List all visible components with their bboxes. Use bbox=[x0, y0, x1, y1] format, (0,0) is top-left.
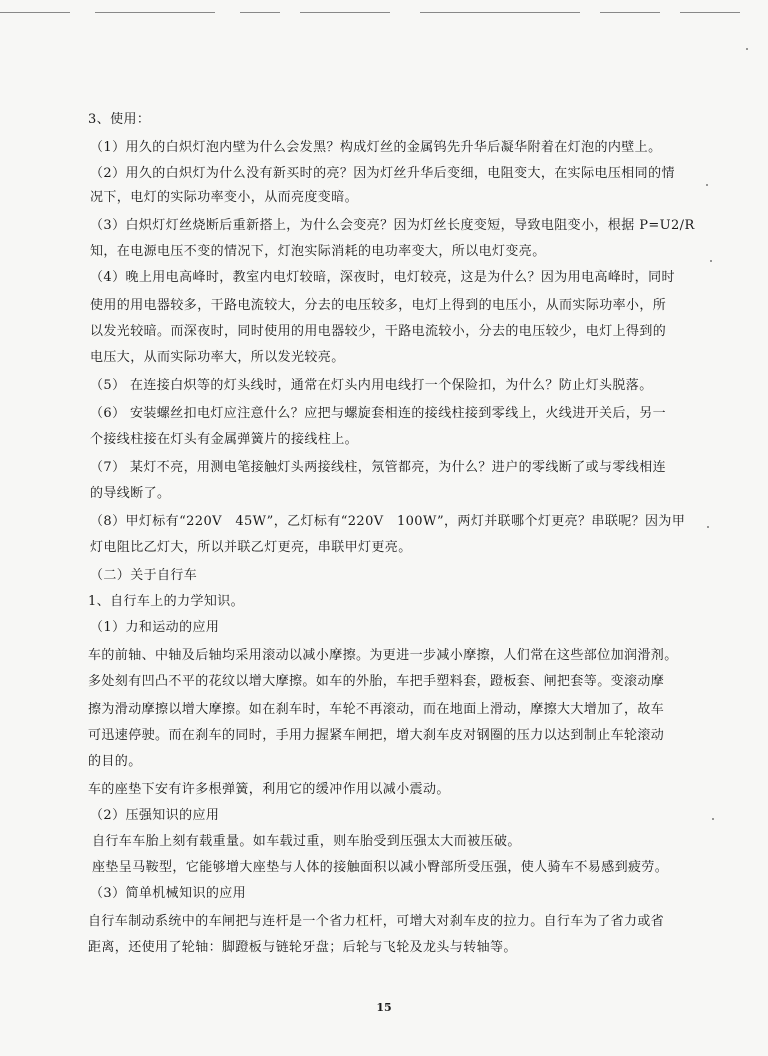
paragraph-line: （6） 安装螺丝扣电灯应注意什么？应把与螺旋套相连的接线柱接到零线上，火线进开关后，另一 bbox=[90, 406, 667, 421]
page-number: 15 bbox=[376, 1001, 392, 1014]
paragraph-line: （8）甲灯标有“220V 45W”，乙灯标有“220V 100W”，两灯并联哪个灯更亮？串联呢？因为甲 bbox=[90, 514, 686, 529]
section-heading: 1、自行车上的力学知识。 bbox=[88, 594, 245, 609]
paragraph-line: 自行车车胎上刻有载重量。如车载过重，则车胎受到压强太大而被压破。 bbox=[92, 834, 521, 849]
paragraph-line: 况下，电灯的实际功率变小，从而亮度变暗。 bbox=[90, 190, 359, 205]
paragraph-line: （5） 在连接白炽等的灯头线时，通常在灯头内用电线打一个保险扣，为什么？防止灯头脱落。 bbox=[90, 378, 653, 393]
section-heading: 3、使用： bbox=[88, 112, 151, 127]
paragraph-line: 以发光较暗。而深夜时，同时使用的用电器较少，干路电流较小，分去的电压较少，电灯上得到的 bbox=[90, 324, 667, 339]
paragraph-line: 的目的。 bbox=[88, 754, 142, 769]
subsection-heading: （3）简单机械知识的应用 bbox=[90, 886, 247, 901]
section-heading: （二）关于自行车 bbox=[90, 568, 198, 583]
paragraph-line: 的导线断了。 bbox=[90, 486, 171, 501]
scan-speck bbox=[707, 526, 709, 528]
paragraph-line: （4）晚上用电高峰时，教室内电灯较暗，深夜时，电灯较亮，这是为什么？因为用电高峰时，同时 bbox=[90, 270, 675, 285]
paragraph-line: 车的前轴、中轴及后轴均采用滚动以减小摩擦。为更进一步减小摩擦，人们常在这些部位加润滑剂。 bbox=[88, 648, 678, 663]
scan-speck bbox=[706, 184, 708, 186]
paragraph-line: 车的座垫下安有许多根弹簧，利用它的缓冲作用以减小震动。 bbox=[88, 782, 450, 797]
scan-edge bbox=[0, 6, 768, 20]
paragraph-line: 座垫呈马鞍型，它能够增大座垫与人体的接触面积以减小臀部所受压强，使人骑车不易感到疲劳。 bbox=[92, 860, 669, 875]
paragraph-line: 使用的用电器较多，干路电流较大，分去的电压较多，电灯上得到的电压小，从而实际功率小，所 bbox=[90, 298, 667, 313]
paragraph-line: 自行车制动系统中的车闸把与连杆是一个省力杠杆，可增大对刹车皮的拉力。自行车为了省力或省 bbox=[88, 914, 665, 929]
paragraph-line: （3）白炽灯灯丝烧断后重新搭上，为什么会变亮？因为灯丝长度变短，导致电阻变小，根据 P=U2/R bbox=[90, 218, 695, 233]
paragraph-line: 可迅速停驶。而在刹车的同时，手用力握紧车闸把，增大刹车皮对钢圈的压力以达到制止车轮滚动 bbox=[88, 728, 665, 743]
paragraph-line: （7） 某灯不亮，用测电笔接触灯头两接线柱，氖管都亮，为什么？进户的零线断了或与零线相连 bbox=[90, 460, 667, 475]
paragraph-line: 距离，还使用了轮轴：脚蹬板与链轮牙盘；后轮与飞轮及龙头与转轴等。 bbox=[88, 940, 517, 955]
subsection-heading: （1）力和运动的应用 bbox=[90, 620, 220, 635]
subsection-heading: （2）压强知识的应用 bbox=[90, 808, 220, 823]
scan-speck bbox=[746, 48, 748, 50]
paragraph-line: 多处刻有凹凸不平的花纹以增大摩擦。如车的外胎，车把手塑料套，蹬板套、闸把套等。变滚动摩 bbox=[88, 674, 665, 689]
paragraph-line: 擦为滑动摩擦以增大摩擦。如在刹车时，车轮不再滚动，而在地面上滑动，摩擦大大增加了，故车 bbox=[88, 702, 665, 717]
paragraph-line: （2）用久的白炽灯为什么没有新买时的亮？因为灯丝升华后变细，电阻变大，在实际电压相同的情 bbox=[90, 166, 675, 181]
scan-speck bbox=[710, 260, 712, 262]
scan-speck bbox=[712, 818, 714, 820]
paragraph-line: 个接线柱接在灯头有金属弹簧片的接线柱上。 bbox=[90, 432, 359, 447]
paragraph-line: （1）用久的白炽灯泡内壁为什么会发黑？构成灯丝的金属钨先升华后凝华附着在灯泡的内壁上。 bbox=[90, 140, 662, 155]
paragraph-line: 电压大，从而实际功率大，所以发光较亮。 bbox=[90, 350, 345, 365]
paragraph-line: 知，在电源电压不变的情况下，灯泡实际消耗的电功率变大，所以电灯变亮。 bbox=[90, 244, 546, 259]
paragraph-line: 灯电阻比乙灯大，所以并联乙灯更亮，串联甲灯更亮。 bbox=[90, 540, 412, 555]
